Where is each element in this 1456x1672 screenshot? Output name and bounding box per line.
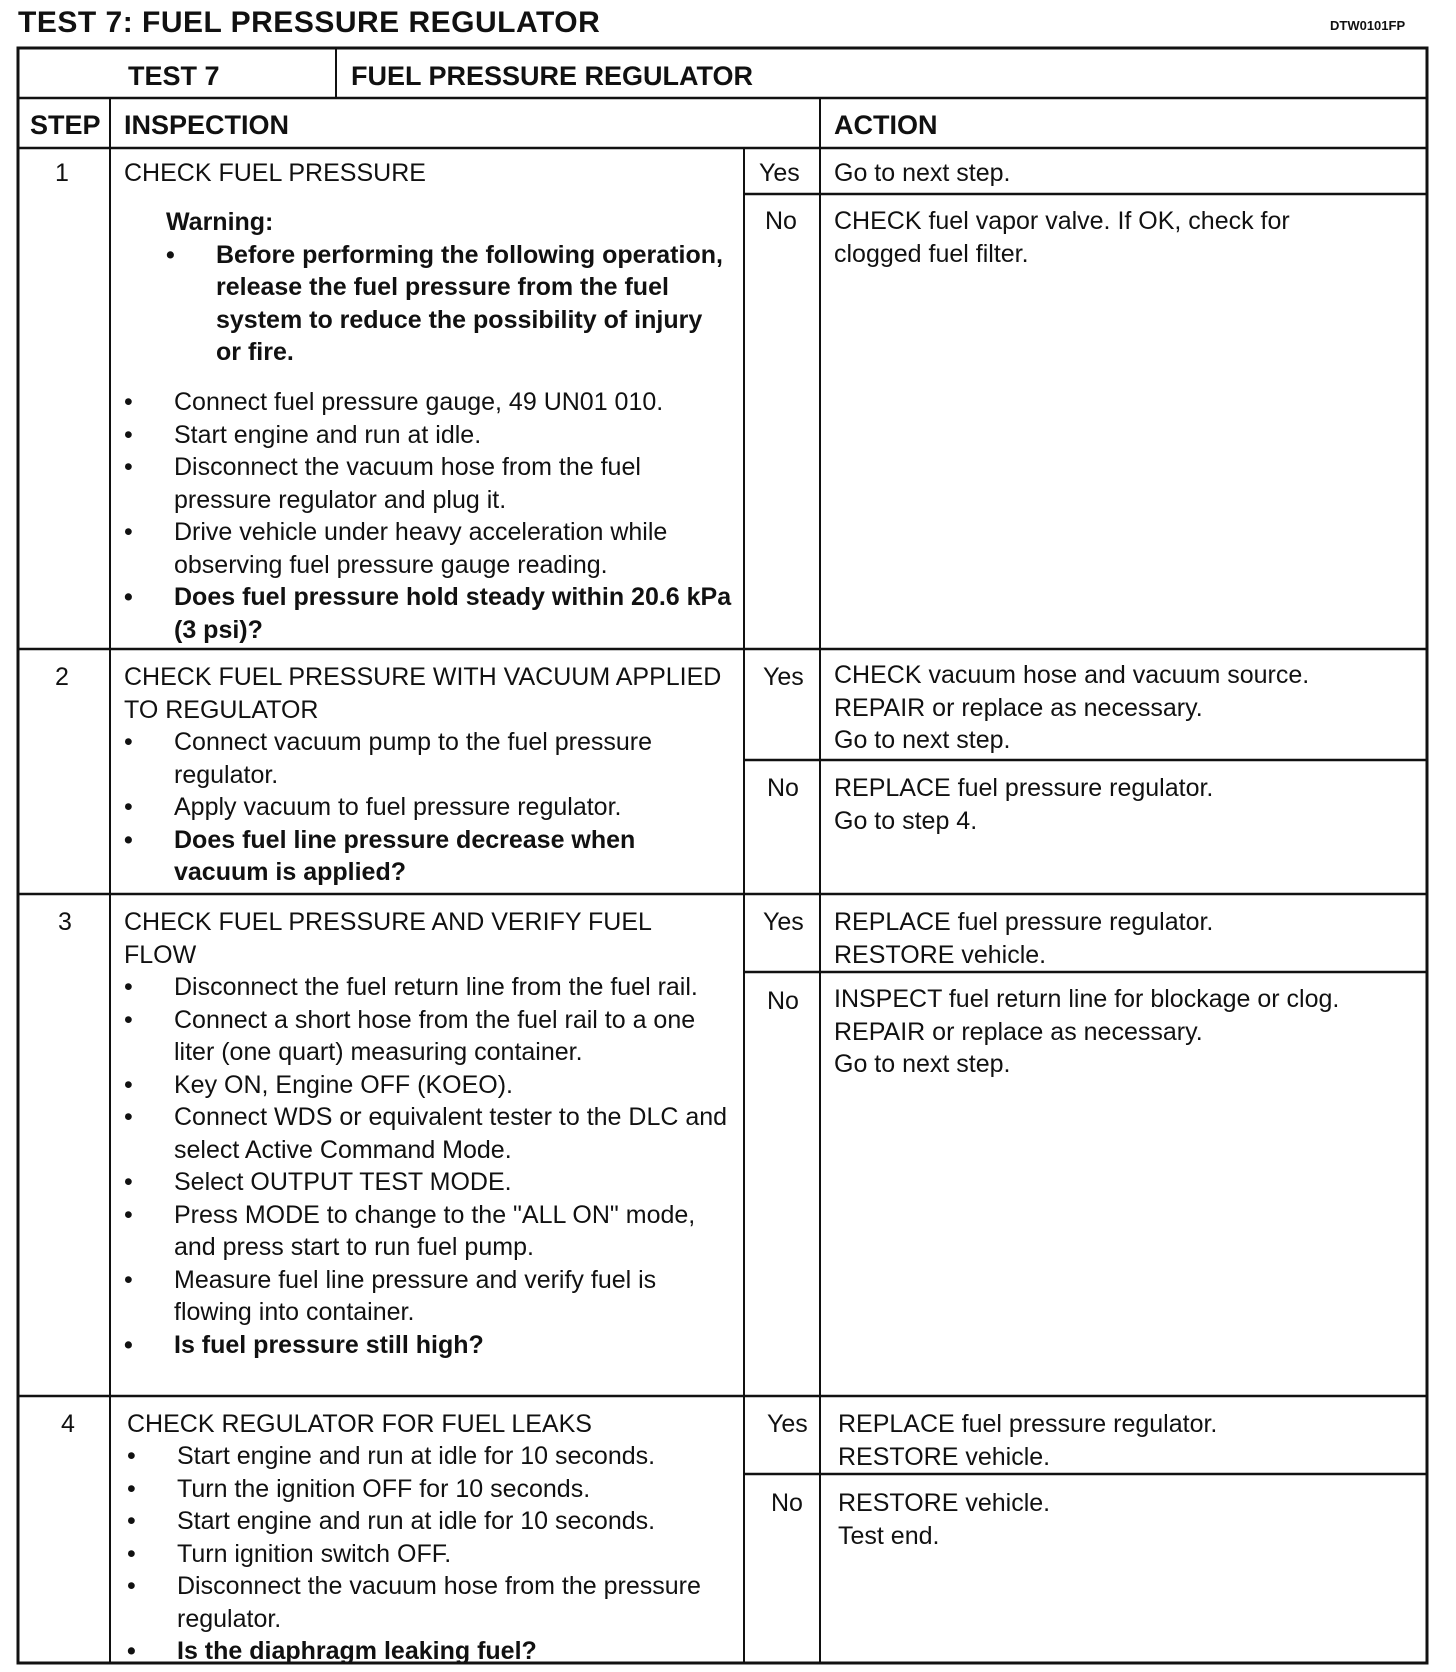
yes-label: Yes bbox=[759, 159, 800, 187]
list-item: • Disconnect the fuel return line from the fuel rail. bbox=[124, 971, 734, 1004]
no-label: No bbox=[765, 207, 797, 235]
step-bullet-list bbox=[124, 386, 734, 646]
action-line: REPLACE fuel pressure regulator. bbox=[838, 1410, 1218, 1438]
list-item: • Turn ignition switch OFF. bbox=[127, 1538, 737, 1571]
step-question: • Is fuel pressure still high? bbox=[124, 1329, 734, 1362]
list-item: • Select OUTPUT TEST MODE. bbox=[124, 1166, 734, 1199]
column-header-action: ACTION bbox=[834, 110, 938, 140]
yes-label: Yes bbox=[763, 663, 804, 691]
list-item: • Key ON, Engine OFF (KOEO). bbox=[124, 1069, 734, 1102]
test-name: FUEL PRESSURE REGULATOR bbox=[351, 61, 754, 91]
action-line: REPLACE fuel pressure regulator. bbox=[834, 908, 1214, 936]
action-line: Go to next step. bbox=[834, 1050, 1011, 1078]
page-title: TEST 7: FUEL PRESSURE REGULATOR bbox=[18, 6, 601, 39]
step-title: CHECK FUEL PRESSURE AND VERIFY FUEL FLOW bbox=[124, 908, 651, 969]
warning-block bbox=[166, 206, 726, 369]
list-item: • Connect fuel pressure gauge, 49 UN01 010. bbox=[124, 386, 734, 419]
yes-action bbox=[838, 1408, 1217, 1473]
list-item: • Measure fuel line pressure and verify fuel is flowing into container. bbox=[124, 1264, 734, 1329]
step-number: 3 bbox=[58, 908, 72, 936]
list-item: • Connect a short hose from the fuel rail to a one liter (one quart) measuring container. bbox=[124, 1004, 734, 1069]
action-line: REPAIR or replace as necessary. bbox=[834, 693, 1203, 722]
action-line: CHECK vacuum hose and vacuum source. bbox=[834, 661, 1310, 689]
step-title: CHECK REGULATOR FOR FUEL LEAKS bbox=[127, 1410, 592, 1438]
list-item: • Start engine and run at idle for 10 seconds. bbox=[127, 1505, 737, 1538]
no-label: No bbox=[771, 1489, 803, 1517]
action-line: Test end. bbox=[838, 1521, 940, 1550]
column-header-inspection: INSPECTION bbox=[124, 110, 290, 140]
yes-label: Yes bbox=[763, 908, 804, 936]
step-question: • Does fuel line pressure decrease when vacuum is applied? bbox=[124, 824, 734, 889]
list-item: • Apply vacuum to fuel pressure regulator. bbox=[124, 791, 734, 824]
document-code: DTW0101FP bbox=[1330, 18, 1406, 33]
no-action bbox=[834, 983, 1339, 1081]
step-bullet-list bbox=[127, 1440, 737, 1668]
step-title: CHECK FUEL PRESSURE bbox=[124, 159, 426, 187]
warning-label: Warning: bbox=[166, 208, 274, 236]
list-item: • Start engine and run at idle for 10 seconds. bbox=[127, 1440, 737, 1473]
action-line: RESTORE vehicle. bbox=[834, 940, 1047, 969]
step-bullet-list bbox=[124, 971, 734, 1361]
list-item: • Disconnect the vacuum hose from the fuel pressure regulator and plug it. bbox=[124, 451, 734, 516]
action-line: RESTORE vehicle. bbox=[838, 1489, 1051, 1517]
yes-action bbox=[834, 659, 1309, 757]
action-line: REPLACE fuel pressure regulator. bbox=[834, 774, 1214, 802]
no-action bbox=[834, 772, 1213, 837]
list-item: • Turn the ignition OFF for 10 seconds. bbox=[127, 1473, 737, 1506]
step-bullet-list bbox=[124, 726, 734, 889]
yes-action: Go to next step. bbox=[834, 159, 1011, 187]
step-number: 4 bbox=[61, 1410, 75, 1438]
step-title: CHECK FUEL PRESSURE WITH VACUUM APPLIED TO REGULATOR bbox=[124, 663, 722, 724]
list-item: • Connect vacuum pump to the fuel pressure regulator. bbox=[124, 726, 734, 791]
action-line: INSPECT fuel return line for blockage or clog. bbox=[834, 985, 1340, 1013]
list-item: • Press MODE to change to the "ALL ON" mode, and press start to run fuel pump. bbox=[124, 1199, 734, 1264]
step-number: 1 bbox=[55, 159, 69, 187]
list-item: • Connect WDS or equivalent tester to the DLC and select Active Command Mode. bbox=[124, 1101, 734, 1166]
no-action: CHECK fuel vapor valve. If OK, check for clogged fuel filter. bbox=[834, 207, 1290, 268]
yes-label: Yes bbox=[767, 1410, 808, 1438]
column-header-step: STEP bbox=[30, 110, 101, 140]
action-line: RESTORE vehicle. bbox=[838, 1442, 1051, 1471]
list-item: • Disconnect the vacuum hose from the pressure regulator. bbox=[127, 1570, 737, 1635]
action-line: Go to step 4. bbox=[834, 806, 978, 835]
step-question: • Does fuel pressure hold steady within 20.6 kPa (3 psi)? bbox=[124, 581, 734, 646]
no-label: No bbox=[767, 774, 799, 802]
list-item: • Start engine and run at idle. bbox=[124, 419, 734, 452]
step-number: 2 bbox=[55, 663, 69, 691]
step-question: • Is the diaphragm leaking fuel? bbox=[127, 1635, 737, 1668]
no-label: No bbox=[767, 987, 799, 1015]
test-label: TEST 7 bbox=[128, 61, 220, 91]
yes-action bbox=[834, 906, 1213, 971]
action-line: Go to next step. bbox=[834, 726, 1011, 754]
no-action bbox=[838, 1487, 1050, 1552]
action-line: REPAIR or replace as necessary. bbox=[834, 1017, 1203, 1046]
warning-text: • Before performing the following operation, release the fuel pressure from the fuel system to reduce the possibility of injury or fire. bbox=[166, 239, 726, 369]
list-item: • Drive vehicle under heavy acceleration while observing fuel pressure gauge reading. bbox=[124, 516, 734, 581]
